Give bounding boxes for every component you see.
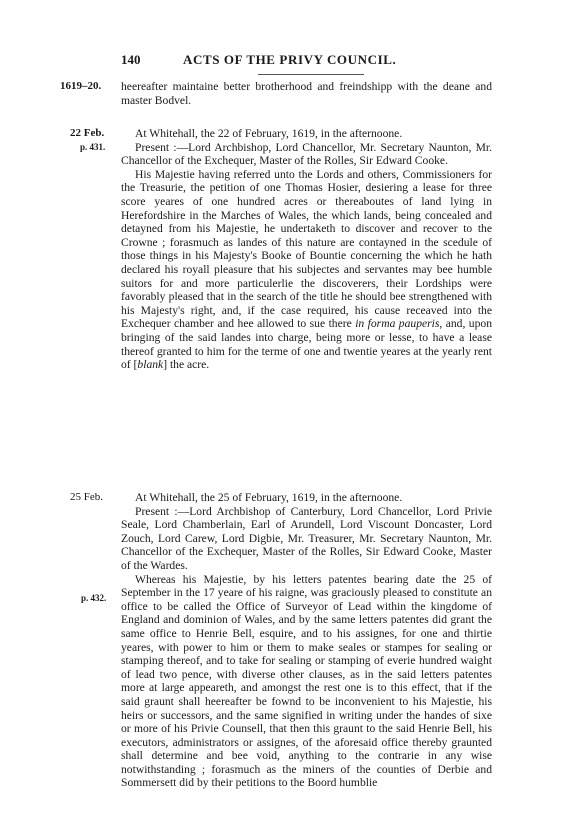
continuation-paragraph <box>121 80 492 107</box>
paragraph-continuation: heereafter maintaine better brotherhood and freindshipp with the deane and master Bodvel. <box>121 80 492 107</box>
running-head-title: ACTS OF THE PRIVY COUNCIL. <box>183 52 397 67</box>
margin-page-ref-432: p. 432. <box>81 593 107 603</box>
hosier-text-main: His Majestie having referred unto the Lords and others, Commissioners for the Treasurie, the petition of one Thomas Hosier, desiering a lease for three score yeares of one hundred acres or thereaboutes of land lying in Herefordshire in the Marches of Wales, the which lands, being concealed and detayned from his Majestie, he undertaketh to discover and recover to the Crowne ; forasmuch as landes of this nature are contayned in the scedule of those things in his Majesty's Booke of Bountie concerning the which he hath declared his royall pleasure that his subjectes and servantes may bee humble suitors for and more particulerlie the discoverers, their Lordships were favorably pleased that in the search of the title he should bee strengthened with his Majesty's right, and, if the case required, his cause receaved into the Exchequer chamber and hee allowed to sue there <box>121 167 492 331</box>
entry-22-feb <box>121 127 492 372</box>
running-header <box>0 52 567 70</box>
margin-date-25-feb: 25 Feb. <box>70 491 103 503</box>
entry-25-feb <box>121 491 492 790</box>
hosier-petition-paragraph <box>121 168 492 372</box>
margin-page-ref-431: p. 431. <box>80 142 106 152</box>
header-rule <box>258 74 364 75</box>
margin-year: 1619–20. <box>60 80 102 92</box>
attendees-22-feb: Present :—Lord Archbishop, Lord Chancellor, Mr. Secretary Naunton, Mr. Chancellor of the Exchequer, Master of the Rolles, Sir Edward Cooke. <box>121 140 492 168</box>
meeting-heading-25-feb: At Whitehall, the 25 of February, 1619, in the afternoone. <box>135 491 403 504</box>
lead-surveyor-paragraph: Whereas his Majestie, by his letters patentes bearing date the 25 of September in the 17 yeare of his raigne, was graciously pleased to constitute an office to be called the Office of Surveyor of Lead within the kingdome of England and dominion of Wales, and by the same letters patentes did grant the same office to Henrie Bell, esquire, and to his assignes, for one and thirtie yeares, with power to him or them to make seales or stampes for sealing or stamping thereof, and to take for sealing or stamping of everie hundred waight of lead two pence, with diverse other clauses, as in the said letters patentes more at large appeareth, and amongst the rest one is to this effect, that if the said graunt shall heereafter be fownd to be inconvenient to his Majestie, his heirs or successors, and the same signified in writing under the handes of sixe or more of his Privie Counsell, that then this graunt to the said Henrie Bell, his executors, administrators or assignes, of the aforesaid office thereby graunted shall determine and bee void, anything to the contrarie in any wise notwithstanding ; forasmuch as the miners of the counties of Derbie and Sommersett did by their petitions to the Boord humblie <box>121 572 492 790</box>
attendees-25-feb: Present :—Lord Archbishop of Canterbury, Lord Chancellor, Lord Privie Seale, Lord Chamberlain, Earl of Arundell, Lord Viscount Doncaster, Lord Zouch, Lord Carew, Lord Digbie, Mr. Treasurer, Mr. Secretary Naunton, Mr. Chancellor of the Exchequer, Master of the Rolles, Sir Edward Cooke, Master of the Wardes. <box>121 504 492 572</box>
margin-date-22-feb: 22 Feb. <box>70 127 105 139</box>
hosier-text-mid: , and, upon bringing of the said landes into charge, being more or lesse, to have a lease thereof granted to him for the terme of one and twentie yeares at the yearly rent of [ <box>121 317 492 372</box>
hosier-text-latin: in forma pauperis <box>355 317 440 331</box>
page-number: 140 <box>121 52 141 67</box>
meeting-heading-22-feb: At Whitehall, the 22 of February, 1619, in the afternoone. <box>135 127 403 140</box>
hosier-text-blank: blank <box>137 358 164 372</box>
hosier-text-end: ] the acre. <box>163 358 210 372</box>
